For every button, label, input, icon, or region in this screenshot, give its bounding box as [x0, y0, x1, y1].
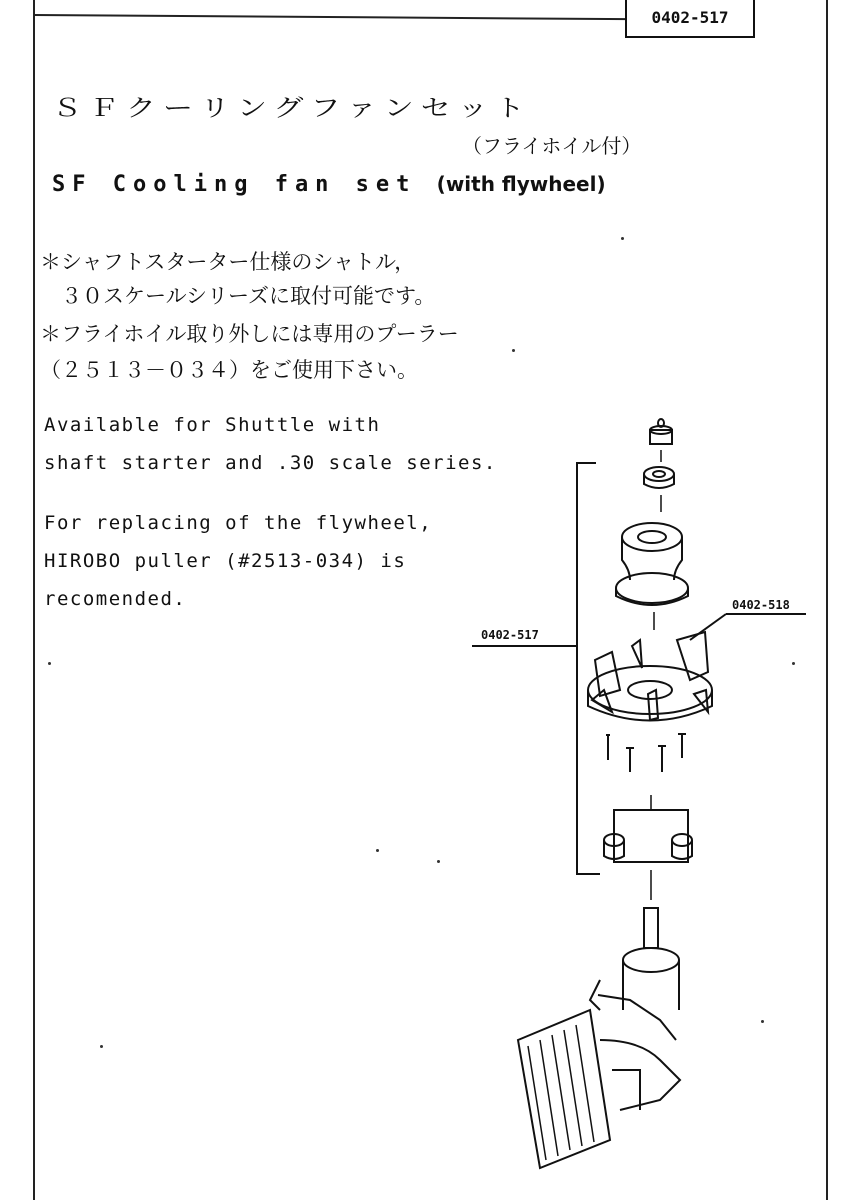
speck	[48, 662, 51, 665]
sheet-right-edge	[826, 0, 828, 1200]
speck	[792, 662, 795, 665]
note-en-line-3: For replacing of the flywheel,	[44, 512, 433, 534]
note-en-line-2: shaft starter and .30 scale series.	[44, 452, 497, 474]
note-en-line-5: recomended.	[44, 588, 187, 610]
title-english	[52, 172, 606, 197]
screws-icon	[606, 734, 686, 772]
speck	[761, 1020, 764, 1023]
speck	[376, 849, 379, 852]
speck	[100, 1045, 103, 1048]
nut-icon	[650, 419, 672, 444]
note-ja-line-1: ＊シャフトスターター仕様のシャトル，	[40, 250, 416, 274]
note-ja-line-2: ３０スケールシリーズに取付可能です。	[40, 284, 436, 308]
assembly-bracket	[577, 463, 600, 874]
speck	[621, 237, 624, 240]
title-english-suffix: (with flywheel)	[436, 172, 606, 196]
note-ja-line-3: ＊フライホイル取り外しには専用のプーラー	[40, 322, 459, 346]
speck	[512, 349, 515, 352]
washer-icon	[644, 467, 674, 488]
part-number-box: 0402-517	[625, 0, 755, 38]
engine-icon	[518, 908, 680, 1168]
title-english-main: SF Cooling fan set	[52, 172, 417, 197]
note-en-line-1: Available for Shuttle with	[44, 414, 381, 436]
label-fan: 0402-518	[732, 598, 790, 612]
sheet-top-edge	[33, 14, 628, 20]
center-axis	[651, 450, 661, 900]
sheet-left-edge	[33, 0, 35, 1200]
note-en-line-4: HIROBO puller (#2513-034) is	[44, 550, 407, 572]
note-ja-line-4: （２５１３－０３４）をご使用下さい。	[40, 358, 418, 382]
adapter-icon	[604, 810, 692, 862]
title-japanese-sub: （フライホイル付）	[462, 134, 642, 158]
cooling-fan-icon	[588, 632, 712, 721]
fan-leader-line	[690, 614, 726, 640]
title-japanese: ＳＦクーリングファンセット	[52, 94, 532, 123]
flywheel-icon	[616, 523, 688, 605]
label-assembly: 0402-517	[481, 628, 539, 642]
speck	[437, 860, 440, 863]
